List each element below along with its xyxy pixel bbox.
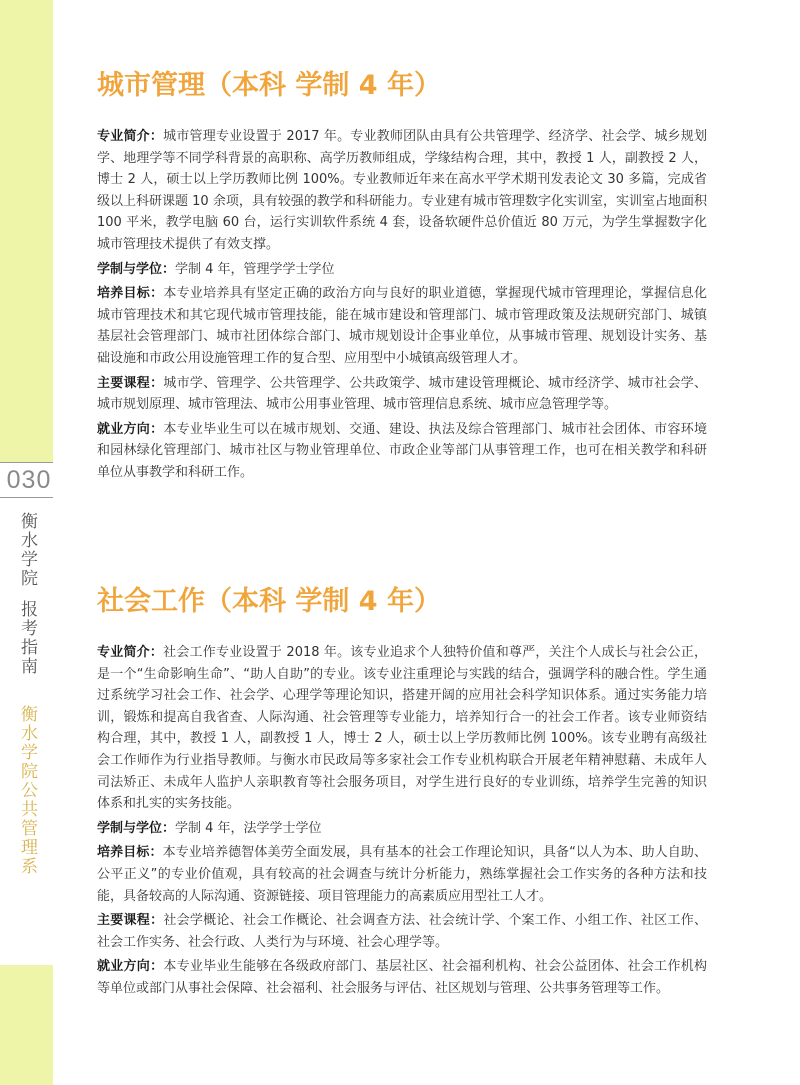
department-label: 衡水学院公共管理系: [17, 705, 37, 876]
paragraph-text: 学制 4 年，管理学学士学位: [175, 261, 335, 277]
paragraph-career: [97, 419, 707, 484]
paragraph-text: 本专业毕业生可以在城市规划、交通、建设、执法及综合管理部门、城市社会团体、市容环境和园林绿化管理部门、城市社区与物业管理单位、市政企业等部门从事管理工作，也可在相关教学和科研单位从事教学和科研工作。: [97, 421, 707, 480]
paragraph-label: 主要课程：: [97, 375, 164, 391]
paragraph-label: 学制与学位：: [97, 820, 176, 836]
sidebar-bottom-band: [0, 965, 53, 1085]
paragraph-text: 本专业培养具有坚定正确的政治方向与良好的职业道德，掌握现代城市管理理论，掌握信息化城市管理技术和其它现代城市管理技能，能在城市建设和管理部门、城市管理政策及法规研究部门、城镇基层社会管理部门、城市社团体综合部门、城市规划设计企事业单位，从事城市管理、规划设计实务、基础设施和市政公用设施管理工作的复合型、应用型中小城镇高级管理人才。: [97, 286, 707, 366]
paragraph-text: 社会学概论、社会工作概论、社会调查方法、社会统计学、个案工作、小组工作、社区工作、社会工作实务、社会行政、人类行为与环境、社会心理学等。: [97, 913, 707, 950]
paragraph-intro: [97, 642, 707, 815]
sidebar-top-band: [0, 0, 53, 462]
paragraph-label: 专业简介：: [97, 129, 164, 144]
section-title: 城市管理（本科 学制 4 年）: [97, 70, 441, 101]
section-title: 社会工作（本科 学制 4 年）: [97, 586, 441, 617]
paragraph-text: 本专业培养德智体美劳全面发展，具有基本的社会工作理论知识，具备“以人为本、助人自助、公平正义”的专业价值观，具有较高的社会调查与统计分析能力，熟练掌握社会工作实务的各种方法和技能，具备较高的人际沟通、资源链接、项目管理能力的高素质应用型社工人才。: [97, 845, 707, 904]
major-section-urban-management: [97, 66, 707, 487]
paragraph-text: 城市学、管理学、公共管理学、公共政策学、城市建设管理概论、城市经济学、城市社会学、城市规划原理、城市管理法、城市公用事业管理、城市管理信息系统、城市应急管理学等。: [97, 375, 707, 413]
paragraph-career: [97, 956, 707, 999]
paragraph-label: 专业简介：: [97, 645, 164, 660]
book-title-line-1: 衡水学院: [17, 512, 37, 588]
paragraph-text: 社会工作专业设置于 2018 年。该专业追求个人独特价值和尊严，关注个人成长与社会公正，是一个“生命影响生命”、“助人自助”的专业。该专业注重理论与实践的结合，强调学科的融合性。学生通过系统学习社会工作、社会学、心理学等理论知识，搭建开阔的应用社会科学知识体系。通过实务能力培训，锻炼和提高自我省查、人际沟通、社会管理等专业能力，培养知行合一的社会工作者。该专业师资结构合理，其中，教授 1 人，副教授 1 人，博士 2 人，硕士以上学历教师比例 100%。该专业聘有高级社会工作师作为行业指导教师。与衡水市民政局等多家社会工作专业机构联合开展老年精神慰藉、未成年人司法矫正、未成年人监护人亲职教育等社会服务项目，对学生进行良好的专业训练，培养学生完善的知识体系和扎实的实务技能。: [97, 645, 707, 812]
paragraph-label: 培养目标：: [97, 845, 163, 861]
paragraph-label: 学制与学位：: [97, 261, 176, 277]
paragraph-objective: [97, 283, 707, 369]
paragraph-objective: [97, 842, 707, 907]
paragraph-courses: [97, 373, 707, 416]
paragraph-label: 培养目标：: [97, 286, 164, 302]
sidebar-divider: [0, 497, 53, 498]
paragraph-intro: [97, 126, 707, 256]
book-title-line-2: 报考指南: [17, 600, 37, 676]
major-section-social-work: [97, 582, 707, 1003]
page-number: 030: [6, 466, 52, 494]
paragraph-degree: [97, 818, 707, 840]
paragraph-degree: [97, 259, 707, 281]
sidebar-divider: [0, 462, 53, 463]
paragraph-label: 就业方向：: [97, 421, 164, 437]
paragraph-text: 城市管理专业设置于 2017 年。专业教师团队由具有公共管理学、经济学、社会学、城乡规划学、地理学等不同学科背景的高职称、高学历教师组成，学缘结构合理，其中，教授 1 人，副教授 2 人，博士 2 人，硕士以上学历教师比例 100%。专业教师近年来在高水平学术期刊发表论文 30 多篇，完成省级以上科研课题 10 余项，具有较强的教学和科研能力。专业建有城市管理数字化实训室，实训室占地面积 100 平米，教学电脑 60 台，运行实训软件系统 4 套，设备软硬件总价值近 80 万元，为学生掌握数字化城市管理技术提供了有效支撑。: [97, 129, 707, 252]
paragraph-text: 本专业毕业生能够在各级政府部门、基层社区、社会福利机构、社会公益团体、社会工作机构等单位或部门从事社会保障、社会福利、社会服务与评估、社区规划与管理、公共事务管理等工作。: [97, 959, 707, 996]
paragraph-text: 学制 4 年，法学学士学位: [175, 820, 322, 836]
paragraph-label: 主要课程：: [97, 913, 164, 929]
paragraph-courses: [97, 910, 707, 953]
paragraph-label: 就业方向：: [97, 959, 164, 975]
